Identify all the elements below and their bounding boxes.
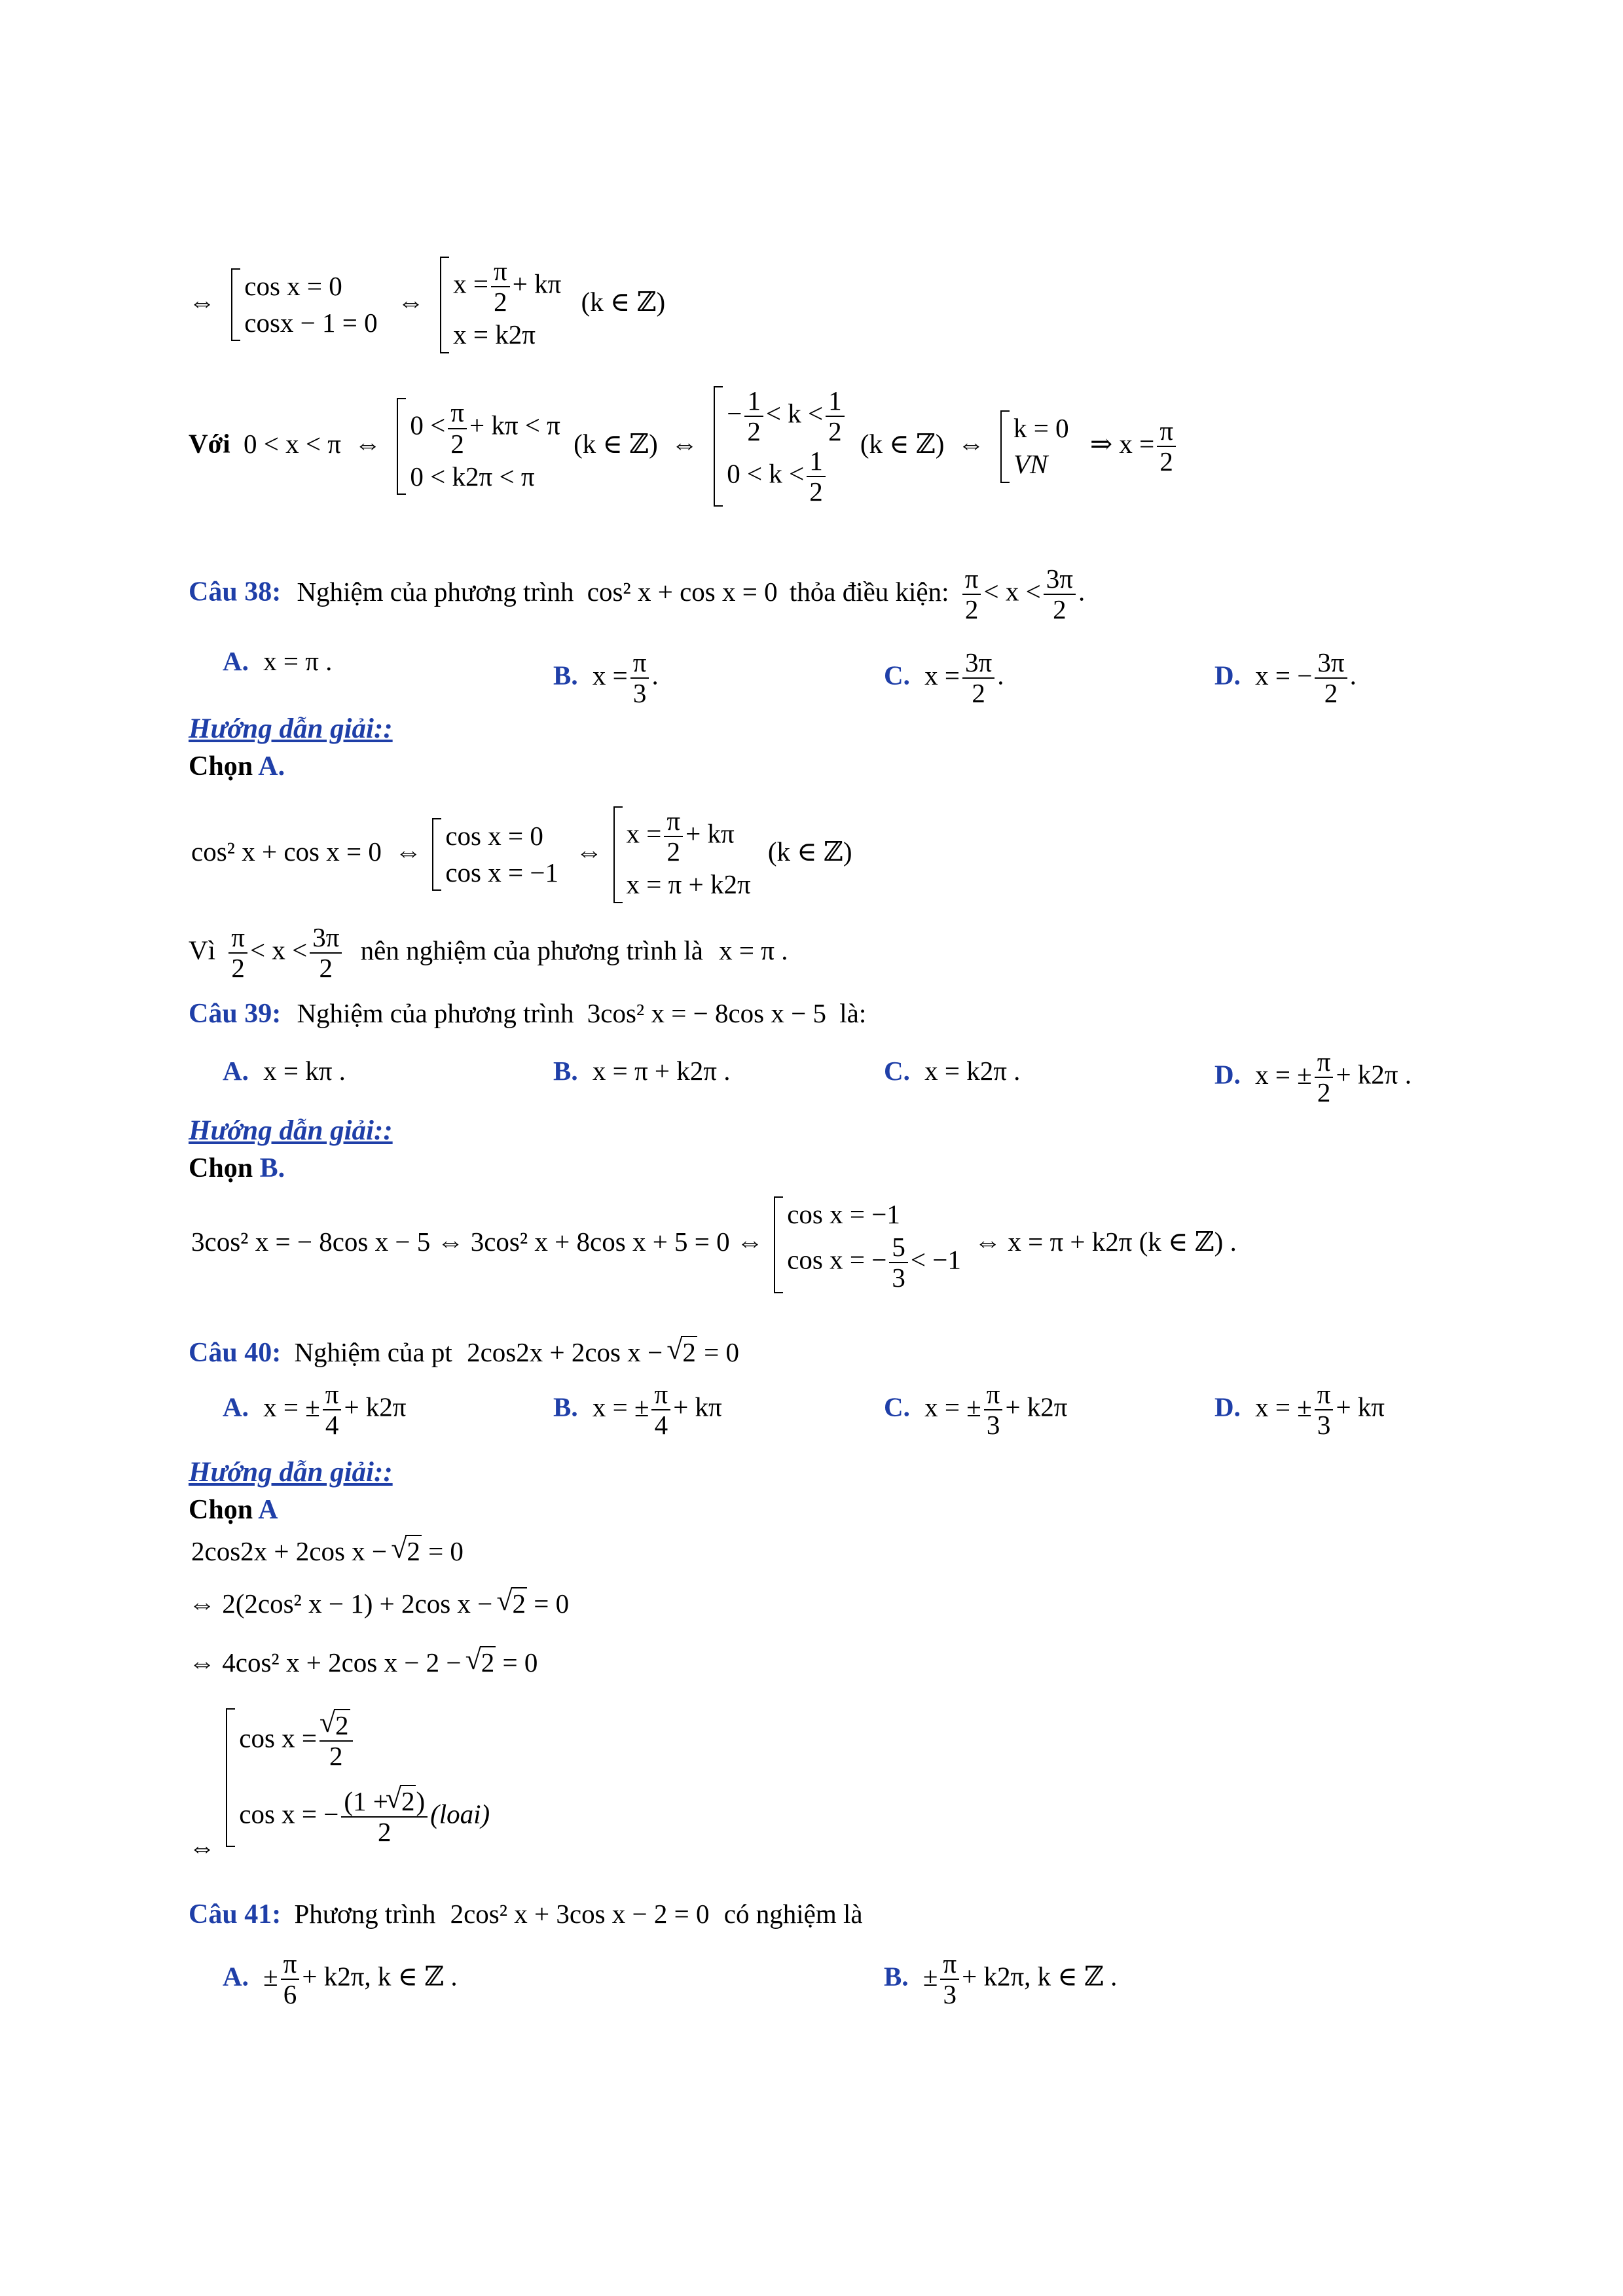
q40-option-a[interactable] [223, 1380, 407, 1440]
choose-label: Chọn [189, 751, 253, 781]
q40-step-2 [189, 1590, 569, 1617]
fraction-num: 3π [1044, 564, 1076, 595]
fraction-den: 2 [964, 594, 979, 625]
q38-option-c[interactable]: C. x = $\frac{3\pi}{2}$ . [884, 647, 1004, 709]
equiv-symbol: ⇔ [957, 428, 985, 459]
q41-text: Phương trình [294, 1899, 436, 1929]
fraction-den: 4 [325, 1410, 339, 1441]
q38-guide [189, 715, 393, 743]
voi-condition: 0 < x < π [243, 428, 341, 459]
fraction-num: π [962, 564, 981, 595]
option-text: x = kπ . [263, 1056, 346, 1086]
voi-system-a [393, 398, 560, 495]
option-text: ± [263, 1961, 278, 1992]
equiv-symbol: ⇔ [354, 428, 382, 459]
q39-solution [191, 1196, 1237, 1293]
sol-system [770, 1196, 961, 1293]
q41-option-a[interactable] [223, 1949, 458, 2009]
q38-option-a[interactable] [223, 648, 332, 675]
voi-label: Với [189, 428, 230, 459]
top-sys1-row2: cosx − 1 = 0 [244, 307, 378, 338]
q38-condition-text: thỏa điều kiện: [789, 576, 949, 607]
num-pre: (1 + [344, 1786, 388, 1817]
fraction-den: 2 [1317, 1077, 1331, 1108]
top-sys2-rhs: + kπ [512, 268, 562, 299]
sqrt-radicand: 2 [481, 1647, 495, 1677]
sysB-mid: < k < [765, 398, 824, 429]
fraction-den: 2 [329, 1741, 343, 1772]
sqrt-radicand: 2 [512, 1588, 526, 1619]
fraction-num: π [1315, 1380, 1334, 1410]
sol-lhs: cos² x + cos x = 0 [191, 836, 382, 867]
q40-option-c[interactable] [884, 1380, 1068, 1440]
sol-chain: 3cos² x = − 8cos x − 5 ⇔ 3cos² x + 8cos x + 5 = 0 ⇔ [191, 1227, 763, 1257]
q40-label: Câu 40: [189, 1338, 282, 1368]
option-text-post: + k2π [1005, 1391, 1068, 1422]
option-text-post: + k2π, k ∈ ℤ . [302, 1961, 458, 1992]
sol-sys1-row1: cos x = 0 [445, 821, 543, 852]
option-letter: D. [1214, 660, 1241, 691]
option-text-post: + kπ [673, 1391, 722, 1422]
sol-sys-row2-post: < −1 [910, 1244, 961, 1275]
sol-system-2 [610, 806, 751, 903]
vi-answer: x = π . [719, 935, 788, 965]
option-text-post: + kπ [1336, 1391, 1385, 1422]
guide-heading: Hướng dẫn giải:: [189, 1115, 393, 1146]
option-text-post: + k2π . [1336, 1059, 1412, 1090]
fraction-num: π [984, 1380, 1003, 1410]
q39-equation: 3cos² x = − 8cos x − 5 [587, 998, 826, 1028]
q41-question [189, 1901, 863, 1928]
sqrt-symbol [500, 1590, 528, 1617]
fraction-num: π [940, 1949, 959, 1980]
sqrt-symbol [468, 1649, 496, 1676]
q38-solution [191, 806, 852, 903]
q41-tail: có nghiệm là [723, 1899, 863, 1929]
q40-final-system [222, 1708, 490, 1847]
option-text: x = ± [1255, 1391, 1312, 1422]
option-letter: A. [223, 1961, 249, 1992]
sqrt-radicand: 2 [682, 1337, 696, 1367]
option-text-post: + k2π [344, 1391, 407, 1422]
top-system-1 [227, 268, 377, 341]
q40-option-b[interactable] [553, 1380, 722, 1440]
fraction-den: 2 [494, 287, 507, 317]
guide-heading: Hướng dẫn giải:: [189, 1457, 393, 1488]
fraction-den: 4 [654, 1410, 668, 1441]
q38-conclusion [189, 923, 788, 983]
fraction-num: 3π [962, 648, 994, 679]
option-letter: D. [1214, 1391, 1241, 1422]
option-text: x = [924, 660, 960, 691]
fraction-num: π [448, 398, 467, 429]
option-letter: A. [223, 1391, 249, 1422]
option-text: x = ± [592, 1391, 649, 1422]
loai-label: (loai) [430, 1799, 490, 1829]
q41-label: Câu 41: [189, 1899, 282, 1929]
q39-option-b[interactable] [553, 1058, 731, 1085]
equiv-symbol: ⇔ [575, 836, 603, 867]
option-letter: D. [1214, 1059, 1241, 1090]
q39-text: Nghiệm của phương trình [297, 998, 574, 1028]
q40-eq-post: = 0 [704, 1337, 740, 1367]
k-in-z: (k ∈ ℤ) [574, 428, 658, 459]
sol-sys-row2-pre: cos x = − [787, 1244, 887, 1275]
equiv-symbol: ⇔ [189, 1831, 215, 1862]
answer-letter: B. [259, 1153, 285, 1183]
q39-option-d[interactable] [1214, 1047, 1412, 1107]
sol-sys-row1: cos x = −1 [787, 1199, 900, 1229]
equiv-symbol: ⇔ [189, 287, 215, 317]
q38-text: Nghiệm của phương trình [297, 576, 574, 607]
sol-sys2-pre: x = [626, 818, 662, 849]
q39-tail: là: [839, 998, 867, 1028]
fraction-den: 2 [666, 836, 680, 867]
q39-option-c[interactable] [884, 1058, 1020, 1085]
fraction-num: 5 [889, 1232, 908, 1263]
option-letter: A. [223, 646, 249, 676]
fraction-num: π [323, 1380, 342, 1410]
q38-option-b[interactable]: B. x = $\frac{\pi}{3}$ . [553, 647, 659, 709]
fraction-den: 2 [828, 416, 842, 447]
top-system-2 [436, 257, 561, 353]
equiv-symbol: ⇔ [395, 836, 422, 867]
option-text-post: + k2π, k ∈ ℤ . [962, 1961, 1118, 1992]
fraction-num: π [228, 923, 247, 954]
q38-choose [189, 753, 285, 780]
vi-tail: nên nghiệm của phương trình là [360, 935, 703, 965]
option-text: x = π + k2π . [592, 1056, 731, 1086]
choose-label: Chọn [189, 1495, 253, 1525]
fraction-den: 3 [892, 1263, 905, 1293]
sysA-post: + kπ < π [469, 410, 560, 440]
final-row1-pre: cos x = [239, 1723, 318, 1753]
fraction-num: 1 [826, 386, 845, 417]
step-post: = 0 [428, 1536, 464, 1566]
sol-sys2-post: + kπ [685, 818, 735, 849]
option-letter: A. [223, 1056, 249, 1086]
q39-question [189, 1000, 866, 1028]
option-text: x = ± [1255, 1059, 1312, 1090]
option-text: x = [592, 660, 628, 691]
fraction-den: 6 [283, 1979, 297, 2010]
fraction-den: 2 [1159, 446, 1173, 477]
fraction-num: π [491, 257, 510, 287]
equiv-symbol: ⇔ [397, 287, 424, 317]
option-letter: B. [884, 1961, 909, 1992]
fraction-den: 2 [1053, 594, 1067, 625]
fraction-num: 1 [744, 386, 763, 417]
vi-label: Vì [189, 935, 215, 965]
guide-heading: Hướng dẫn giải:: [189, 713, 393, 744]
q39-choose [189, 1155, 285, 1182]
sysA-row2: 0 < k2π < π [410, 461, 535, 492]
k-in-z: (k ∈ ℤ) [581, 287, 666, 317]
step-post: = 0 [502, 1647, 538, 1677]
choose-label: Chọn [189, 1153, 253, 1183]
sysC-row1: k = 0 [1013, 412, 1069, 443]
fraction-num: π [1157, 416, 1176, 447]
option-letter: C. [884, 1391, 910, 1422]
fraction-den: 2 [450, 428, 464, 459]
sysC-row2: VN [1013, 449, 1048, 480]
fraction-den: 2 [231, 953, 245, 984]
fraction-den: 2 [809, 476, 823, 507]
q40-text: Nghiệm của pt [294, 1337, 452, 1367]
q38-lt: < x < [983, 576, 1041, 607]
sol-system-1 [428, 818, 558, 891]
q40-option-d[interactable] [1214, 1380, 1385, 1440]
equiv-symbol: ⇔ [670, 428, 698, 459]
step-pre: ⇔ 4cos² x + 2cos x − 2 − [189, 1647, 462, 1677]
fraction-num: 3π [1315, 648, 1347, 679]
q40-step-4 [189, 1708, 490, 1862]
sysB-row2: 0 < k < [727, 458, 805, 489]
sqrt-symbol [388, 1787, 416, 1816]
top-sys2-row2: x = k2π [453, 319, 536, 350]
option-letter: B. [553, 1391, 578, 1422]
fraction-num: π [651, 1380, 670, 1410]
fraction-den: 3 [943, 1979, 957, 2010]
fraction-num: π [1315, 1047, 1334, 1078]
sqrt-symbol [393, 1538, 422, 1565]
q38-label: Câu 38: [189, 577, 282, 607]
fraction-den: 2 [378, 1817, 392, 1848]
num-post: ) [416, 1786, 426, 1817]
fraction-num: π [664, 806, 683, 837]
q38-option-d[interactable]: D. x = − $\frac{3\pi}{2}$ . [1214, 647, 1357, 709]
q40-step-1 [191, 1538, 464, 1565]
fraction-den: 3 [632, 678, 647, 709]
q38-question: Câu 38: Nghiệm của phương trình cos² x + cos x = 0 thỏa điều kiện: $\frac{\pi}{2}$ < x < $\frac{3\pi}{2}$ . [189, 564, 1085, 625]
implies-x: ⇒ x = [1089, 428, 1155, 459]
fraction-den: 2 [747, 416, 761, 447]
step-pre: ⇔ 2(2cos² x − 1) + 2cos x − [189, 1588, 493, 1619]
sqrt-radicand: 2 [401, 1786, 415, 1817]
voi-system-b [710, 386, 847, 507]
voi-system-c [996, 410, 1069, 483]
sol-sys1-row2: cos x = −1 [445, 857, 558, 888]
option-text: x = π . [263, 646, 333, 676]
k-in-z: (k ∈ ℤ) [767, 836, 852, 867]
q39-guide [189, 1117, 393, 1145]
sqrt-radicand: 2 [407, 1536, 420, 1566]
q39-label: Câu 39: [189, 999, 282, 1029]
answer-letter: A. [258, 751, 285, 781]
step-post: = 0 [534, 1588, 570, 1619]
final-row2-pre: cos x = − [239, 1799, 339, 1829]
step-pre: 2cos2x + 2cos x − [191, 1536, 388, 1566]
top-sys1-row1: cos x = 0 [244, 271, 342, 302]
q38-equation: cos² x + cos x = 0 [587, 576, 778, 607]
sysA-pre: 0 < [410, 410, 446, 440]
fraction-den: 3 [986, 1410, 1000, 1441]
fraction-den: 3 [1317, 1410, 1331, 1441]
fraction-den: 2 [1324, 678, 1338, 709]
option-text: x = k2π . [924, 1056, 1021, 1086]
top-sys2-lhs: x = [453, 268, 489, 299]
sqrt-symbol [669, 1339, 697, 1366]
option-letter: C. [884, 660, 910, 691]
fraction-num: π [630, 648, 649, 679]
q41-option-b[interactable] [884, 1949, 1117, 2009]
q41-equation: 2cos² x + 3cos x − 2 = 0 [450, 1899, 710, 1929]
q40-eq-pre: 2cos2x + 2cos x − [467, 1337, 663, 1367]
option-text: ± [922, 1961, 938, 1992]
sqrt-radicand: 2 [335, 1710, 349, 1740]
k-in-z: (k ∈ ℤ) [860, 428, 945, 459]
fraction-den: 2 [319, 953, 333, 984]
q38-lt: < x < [249, 935, 308, 965]
fraction-num: 1 [807, 446, 826, 477]
sol-result: ⇔ x = π + k2π (k ∈ ℤ) . [974, 1227, 1237, 1257]
voi-line [189, 386, 1178, 507]
sol-sys2-row2: x = π + k2π [626, 869, 751, 900]
q40-question [189, 1339, 739, 1367]
answer-letter: A [258, 1495, 278, 1525]
q40-choose [189, 1496, 278, 1524]
option-text: x = ± [263, 1391, 320, 1422]
option-letter: B. [553, 1056, 578, 1086]
sqrt-symbol [322, 1711, 350, 1740]
fraction-den: 2 [972, 678, 985, 709]
q39-option-a[interactable] [223, 1058, 346, 1085]
option-letter: B. [553, 660, 578, 691]
sysB-pre: − [727, 398, 742, 429]
q40-step-3 [189, 1649, 538, 1676]
fraction-num: 3π [310, 923, 342, 954]
fraction-num: π [281, 1949, 300, 1980]
option-text: x = ± [924, 1391, 981, 1422]
top-equivalence-line [189, 257, 665, 353]
q40-guide [189, 1458, 393, 1486]
option-text: x = − [1255, 660, 1313, 691]
option-letter: C. [884, 1056, 910, 1086]
